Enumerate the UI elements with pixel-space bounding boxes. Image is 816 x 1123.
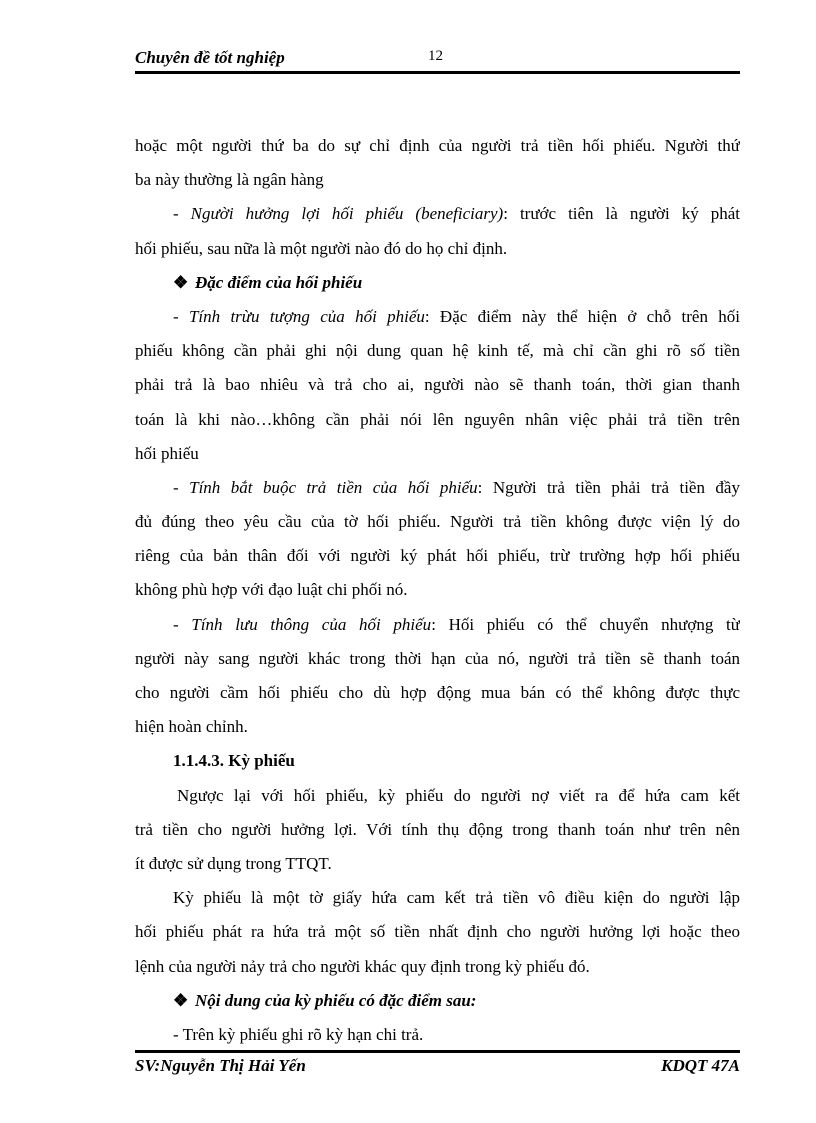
paragraph-line [135,300,740,334]
header-title: Chuyên đề tốt nghiệp [135,48,285,67]
paragraph-line: ba này thường là ngân hàng [135,170,324,190]
subsection-heading: 1.1.4.3. Kỳ phiếu [173,751,295,771]
footer-divider [135,1050,740,1053]
heading-text: Nội dung của kỳ phiếu có đặc điểm sau: [195,990,477,1010]
paragraph-line: lệnh của người nảy trả cho người khác quy định trong kỳ phiếu đó. [135,956,590,976]
paragraph-line: hối phiếu, sau nữa là một người nào đó do họ chỉ định. [135,238,508,258]
heading-text: Đặc điểm của hối phiếu [195,272,363,292]
diamond-bullet-icon: ❖ [173,272,189,292]
line-text: : Đặc điểm này thể hiện ở chỗ trên hối [424,306,740,326]
paragraph-line: ít được sử dụng trong TTQT. [135,853,332,873]
paragraph-line: hối phiếu phát ra hứa trả một số tiền nhất định cho người hưởng lợi hoặc theo [135,922,740,942]
dash-prefix: - [173,306,189,326]
paragraph-line [135,608,740,642]
paragraph-line: Kỳ phiếu là một tờ giấy hứa cam kết trả tiền vô điều kiện do người lập [173,888,740,908]
section-heading [135,266,740,300]
term-beneficiary: Người hưởng lợi hối phiếu (beneficiary) [190,204,504,224]
paragraph-line: - Trên kỳ phiếu ghi rõ kỳ hạn chi trả. [173,1024,424,1044]
diamond-bullet-icon: ❖ [173,990,189,1010]
paragraph-line: riêng của bản thân đối với người ký phát hối phiếu, trừ trường hợp hối phiếu [135,546,740,566]
term-mandatory: Tính bắt buộc trả tiền của hối phiếu [189,477,478,497]
line-text: : trước tiên là người ký phát [503,204,740,224]
paragraph-line: hối phiếu [135,443,199,463]
paragraph-line: toán là khi nào…không cần phải nói lên nguyên nhân việc phải trả tiền trên [135,409,740,429]
paragraph-line: phải trả là bao nhiêu và trả cho ai, người nào sẽ thanh toán, thời gian thanh [135,375,740,395]
term-negotiable: Tính lưu thông của hối phiếu [191,614,432,634]
dash-prefix: - [173,614,192,634]
header-divider [135,71,740,74]
paragraph-line: hiện hoàn chỉnh. [135,717,248,737]
footer-author: SV:Nguyễn Thị Hải Yến [135,1056,306,1075]
paragraph-line: đủ đúng theo yêu cầu của tờ hối phiếu. Người trả tiền không được viện lý do [135,512,740,532]
paragraph-line: hoặc một người thứ ba do sự chỉ định của người trả tiền hối phiếu. Người thứ [135,136,740,155]
line-text: : Người trả tiền phải trả tiền đầy [477,477,740,497]
footer-class: KDQT 47A [661,1056,740,1075]
dash-prefix: - [173,204,191,224]
term-abstract: Tính trừu tượng của hối phiếu [188,306,425,326]
paragraph-line: phiếu không cần phải ghi nội dung quan hệ kinh tế, mà chỉ cần ghi rõ số tiền [135,341,740,361]
paragraph-line [135,471,740,505]
dash-prefix: - [173,477,190,497]
paragraph-line [135,197,740,231]
paragraph-line: người này sang người khác trong thời hạn của nó, người trả tiền sẽ thanh toán [135,648,740,668]
page-header [135,48,740,72]
line-text: : Hối phiếu có thể chuyển nhượng từ [431,614,740,634]
paragraph-line: trả tiền cho người hưởng lợi. Với tính thụ động trong thanh toán như trên nên [135,819,740,839]
document-body [135,129,740,1052]
section-heading [135,984,740,1018]
page-number: 12 [428,48,443,64]
paragraph-line: không phù hợp với đạo luật chi phối nó. [135,580,408,600]
paragraph-line: Ngược lại với hối phiếu, kỳ phiếu do người nợ viết ra để hứa cam kết [177,785,740,805]
paragraph-line: cho người cầm hối phiếu cho dù hợp động mua bán có thể không được thực [135,683,740,702]
